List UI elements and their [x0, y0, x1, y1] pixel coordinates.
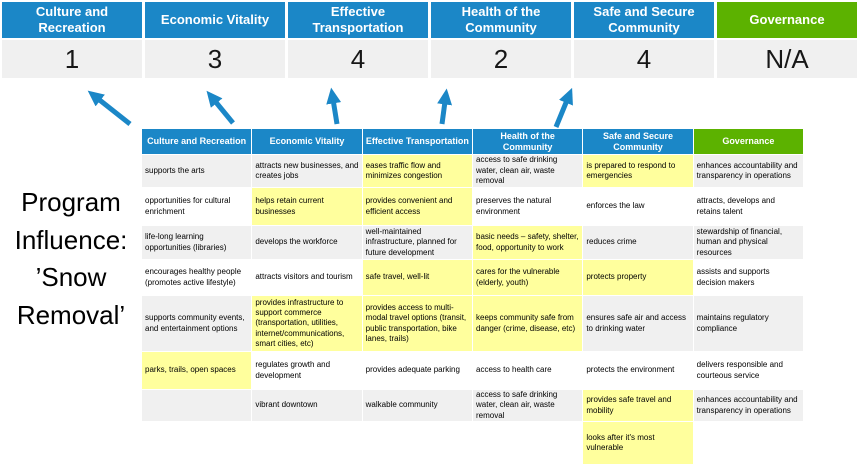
matrix-cell: opportunities for cultural enrichment	[142, 188, 251, 225]
matrix-cell: maintains regulatory compliance	[694, 296, 803, 351]
summary-header-effective-transportation: Effective Transportation	[288, 2, 428, 38]
matrix-cell: assists and supports decision makers	[694, 260, 803, 295]
matrix-cell: attracts new businesses, and creates jobs	[252, 155, 361, 187]
summary-score-culture-and-recreation: 1	[2, 40, 142, 78]
summary-header-governance: Governance	[717, 2, 857, 38]
matrix-cell: basic needs – safety, shelter, food, opportunity to work	[473, 226, 582, 259]
matrix-cell: develops the workforce	[252, 226, 361, 259]
summary-score-safe-and-secure-community: 4	[574, 40, 714, 78]
matrix-header-governance: Governance	[694, 129, 803, 154]
summary-score-governance: N/A	[717, 40, 857, 78]
matrix-cell	[363, 422, 472, 464]
matrix-cell: encourages healthy people (promotes active lifestyle)	[142, 260, 251, 295]
matrix-cell: supports the arts	[142, 155, 251, 187]
summary-score-effective-transportation: 4	[288, 40, 428, 78]
summary-header-health-of-the-community: Health of the Community	[431, 2, 571, 38]
matrix-cell: attracts, develops and retains talent	[694, 188, 803, 225]
matrix-cell: well-maintained infrastructure, planned for future development	[363, 226, 472, 259]
matrix-cell: looks after it's most vulnerable	[583, 422, 692, 464]
matrix-cell: access to health care	[473, 352, 582, 389]
matrix-cell: supports community events, and entertainment options	[142, 296, 251, 351]
summary-score-health-of-the-community: 2	[431, 40, 571, 78]
influence-arrow-5	[556, 93, 570, 127]
influence-arrow-4	[442, 94, 446, 124]
matrix-cell: enforces the law	[583, 188, 692, 225]
matrix-cell: parks, trails, open spaces	[142, 352, 251, 389]
matrix-cell: cares for the vulnerable (elderly, youth)	[473, 260, 582, 295]
matrix-cell: provides infrastructure to support commerce (transportation, utilities, internet/communications, smart cities, etc)	[252, 296, 361, 351]
influence-arrow-3	[332, 93, 337, 124]
matrix-header-safe-and-secure-community: Safe and Secure Community	[583, 129, 692, 154]
matrix-cell: delivers responsible and courteous service	[694, 352, 803, 389]
summary-header-culture-and-recreation: Culture and Recreation	[2, 2, 142, 38]
matrix-header-economic-vitality: Economic Vitality	[252, 129, 361, 154]
summary-score-economic-vitality: 3	[145, 40, 285, 78]
matrix-cell: vibrant downtown	[252, 390, 361, 421]
matrix-cell: protects property	[583, 260, 692, 295]
matrix-cell: provides access to multi-modal travel options (transit, public transportation, bike lanes, trails)	[363, 296, 472, 351]
influence-matrix	[142, 129, 803, 464]
matrix-cell: regulates growth and development	[252, 352, 361, 389]
matrix-cell: attracts visitors and tourism	[252, 260, 361, 295]
matrix-cell: keeps community safe from danger (crime, disease, etc)	[473, 296, 582, 351]
matrix-cell: preserves the natural environment	[473, 188, 582, 225]
influence-arrow-1	[92, 94, 130, 124]
program-influence-label: Program Influence: ’Snow Removal’	[14, 187, 128, 331]
matrix-cell: protects the environment	[583, 352, 692, 389]
matrix-cell	[142, 390, 251, 421]
matrix-cell: life-long learning opportunities (libraries)	[142, 226, 251, 259]
matrix-cell: access to safe drinking water, clean air, waste removal	[473, 155, 582, 187]
matrix-cell	[142, 422, 251, 464]
matrix-header-health-of-the-community: Health of the Community	[473, 129, 582, 154]
matrix-header-culture-and-recreation: Culture and Recreation	[142, 129, 251, 154]
matrix-cell	[694, 422, 803, 464]
matrix-cell: provides safe travel and mobility	[583, 390, 692, 421]
matrix-cell: provides convenient and efficient access	[363, 188, 472, 225]
matrix-cell: is prepared to respond to emergencies	[583, 155, 692, 187]
matrix-cell: enhances accountability and transparency in operations	[694, 390, 803, 421]
summary-header-safe-and-secure-community: Safe and Secure Community	[574, 2, 714, 38]
matrix-cell	[473, 422, 582, 464]
matrix-cell: safe travel, well-lit	[363, 260, 472, 295]
matrix-cell: stewardship of financial, human and physical resources	[694, 226, 803, 259]
matrix-cell: provides adequate parking	[363, 352, 472, 389]
matrix-cell: walkable community	[363, 390, 472, 421]
influence-arrow-2	[210, 95, 233, 123]
summary-header-economic-vitality: Economic Vitality	[145, 2, 285, 38]
matrix-cell: ensures safe air and access to drinking water	[583, 296, 692, 351]
matrix-header-effective-transportation: Effective Transportation	[363, 129, 472, 154]
matrix-cell: eases traffic flow and minimizes congestion	[363, 155, 472, 187]
matrix-cell: reduces crime	[583, 226, 692, 259]
matrix-cell: helps retain current businesses	[252, 188, 361, 225]
matrix-cell	[252, 422, 361, 464]
score-summary	[2, 2, 857, 78]
matrix-cell: enhances accountability and transparency in operations	[694, 155, 803, 187]
matrix-cell: access to safe drinking water, clean air, waste removal	[473, 390, 582, 421]
